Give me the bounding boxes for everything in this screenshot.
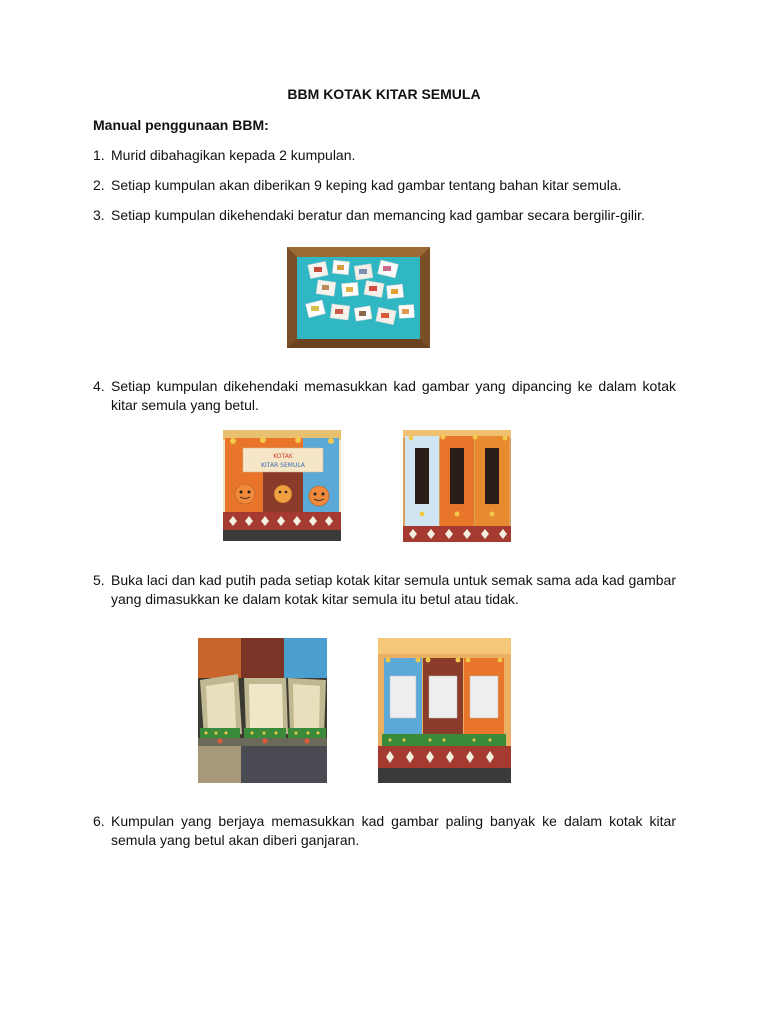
photo-cards-in-box: [287, 247, 430, 348]
list-number: 6.: [93, 813, 105, 829]
list-text: Kumpulan yang berjaya memasukkan kad gambar paling banyak ke dalam kotak kitar semula yang betul akan diberi ganjaran.: [111, 813, 676, 848]
box-label-line1: KOTAK: [273, 453, 293, 460]
list-text: Setiap kumpulan akan diberikan 9 keping kad gambar tentang bahan kitar semula.: [111, 177, 622, 193]
box-label-line2: KITAR SEMULA: [261, 462, 305, 469]
manual-heading: Manual penggunaan BBM:: [93, 117, 269, 133]
list-item: [93, 812, 676, 850]
list-number: 4.: [93, 378, 105, 394]
list-text: Setiap kumpulan dikehendaki memasukkan kad gambar yang dipancing ke dalam kotak kitar semula yang betul.: [111, 378, 676, 413]
list-number: 2.: [93, 177, 105, 193]
list-item: [93, 146, 676, 165]
list-text: Murid dibahagikan kepada 2 kumpulan.: [111, 147, 356, 163]
list-item: [93, 206, 676, 225]
list-item: [93, 377, 676, 415]
list-item: [93, 571, 676, 609]
list-number: 5.: [93, 572, 105, 588]
photo-recycle-box-front: [223, 430, 341, 541]
photo-open-drawers: [198, 638, 327, 783]
document-title: BBM KOTAK KITAR SEMULA: [287, 86, 481, 102]
photo-white-cards-boxes: [378, 638, 511, 783]
list-text: Buka laci dan kad putih pada setiap kotak kitar semula untuk semak sama ada kad gambar yang dimasukkan ke dalam kotak kitar semula itu betul atau tidak.: [111, 572, 676, 607]
list-number: 1.: [93, 147, 105, 163]
photo-recycle-box-slots: [403, 430, 511, 542]
list-item: [93, 176, 676, 195]
list-text: Setiap kumpulan dikehendaki beratur dan memancing kad gambar secara bergilir-gilir.: [111, 207, 645, 223]
list-number: 3.: [93, 207, 105, 223]
